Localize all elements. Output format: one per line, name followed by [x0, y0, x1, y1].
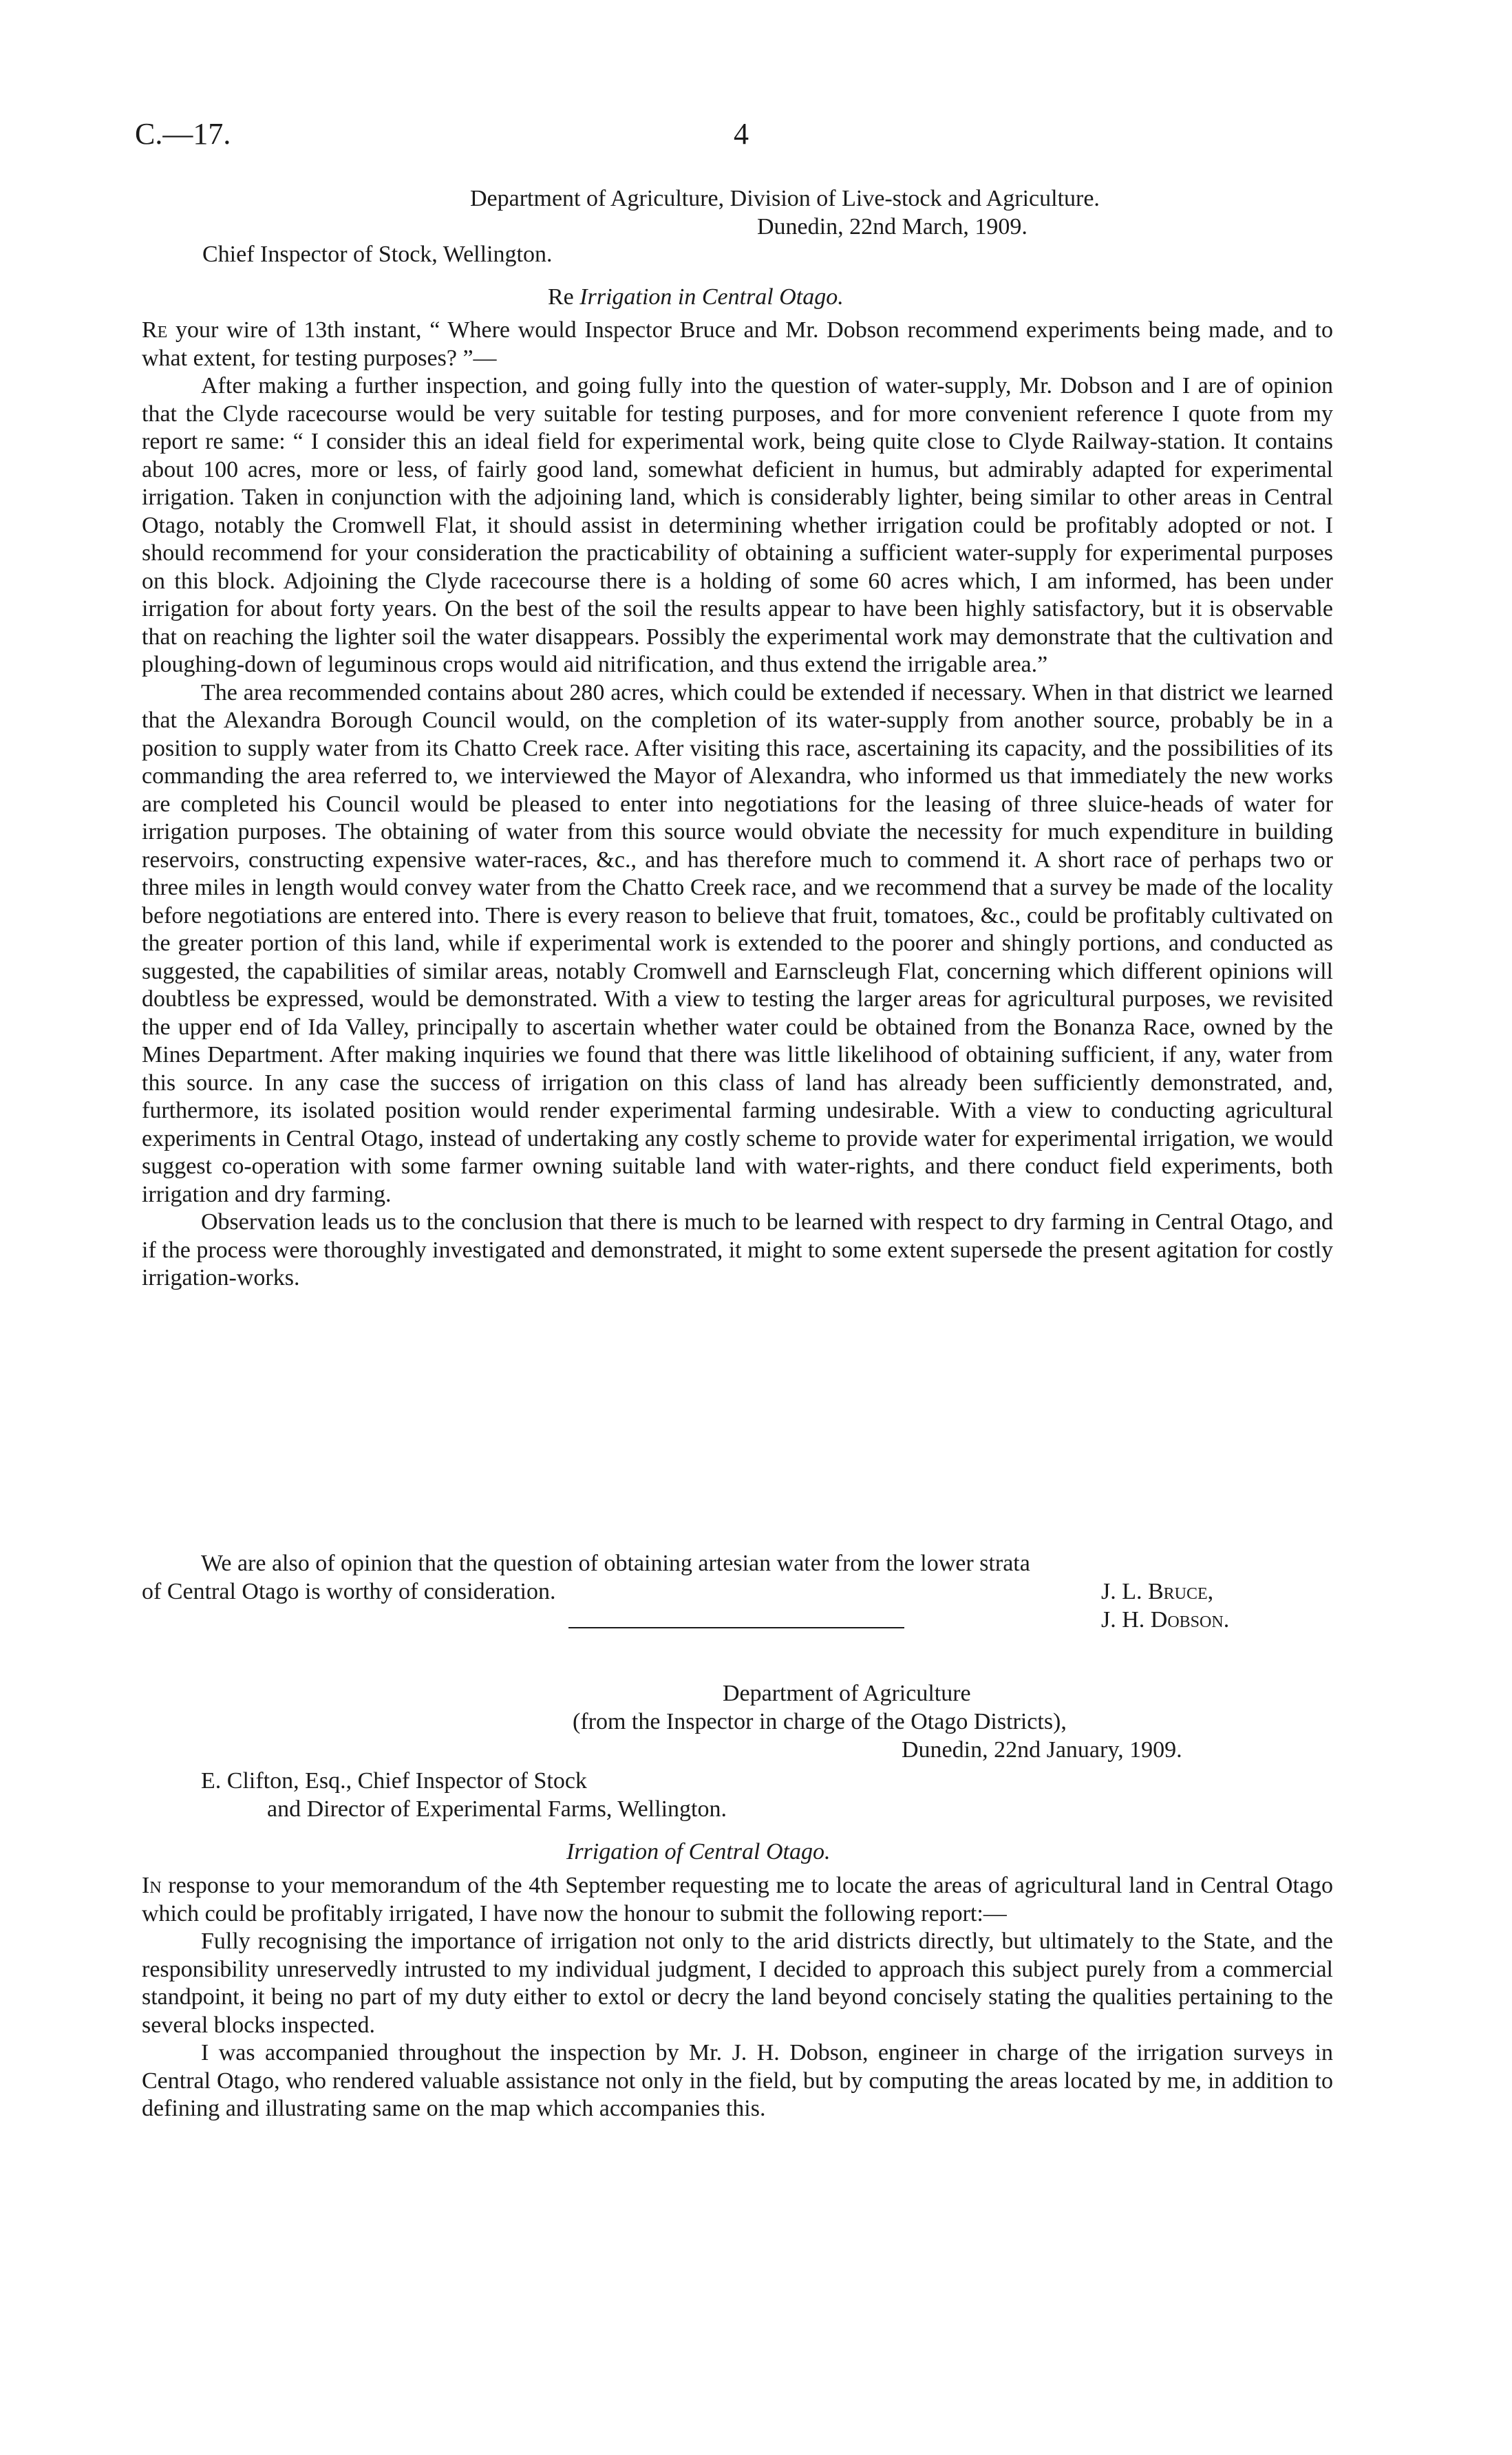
letter1-paragraph	[142, 317, 1333, 372]
letter2-addressee-sub: and Director of Experimental Farms, Wellington.	[267, 1796, 727, 1822]
letter1-department: Department of Agriculture, Division of Live-stock and Agriculture.	[470, 186, 1100, 211]
letter1-closing-line1: We are also of opinion that the question of obtaining artesian water from the lower strata	[201, 1551, 1030, 1576]
page-reference: C.—17.	[135, 117, 231, 151]
letter2-addressee: E. Clifton, Esq., Chief Inspector of Stock	[201, 1768, 587, 1794]
letter1-paragraph: The area recommended contains about 280 acres, which could be extended if necessary. When in that district we learned that the Alexandra Borough Council would, on the completion of its water-supply from another source, probably be in a position to supply water from its Chatto Creek race. After visiting this race, ascertaining its capacity, and the possibilities of its commanding the area referred to, we interviewed the Mayor of Alexandra, who informed us that immediately the new works are completed his Council would be pleased to enter into negotiations for the leasing of three sluice-heads of water for irrigation purposes. The obtaining of water from this source would obviate the necessity for much expenditure in building reservoirs, constructing expensive water-races, &c., and has therefore much to commend it. A short race of perhaps two or three miles in length would convey water from the Chatto Creek race, and we recommend that a survey be made of the locality before negotiations are entered into. There is every reason to believe that fruit, tomatoes, &c., could be profitably cultivated on the greater portion of this land, while if experimental work is extended to the poorer and shingly portions, and conducted as suggested, the capabilities of similar areas, notably Cromwell and Earnscleugh Flat, concerning which different opinions will doubtless be expressed, would be demonstrated. With a view to testing the larger areas for agricultural purposes, we revisited the upper end of Ida Valley, principally to ascertain whether water could be obtained from the Bonanza Race, owned by the Mines Department. After making inquiries we found that there was little likelihood of obtaining sufficient, if any, water from this source. In any case the success of irrigation on this class of land has already been sufficiently demonstrated, and, furthermore, its isolated position would render experimental farming undesirable. With a view to conducting agricultural experiments in Central Otago, instead of undertaking any costly scheme to provide water for experimental irrigation, we would suggest co-operation with some farmer owning suitable land with water-rights, and there conduct field experiments, both irrigation and dry farming.	[142, 679, 1333, 1207]
letter2-paragraph	[142, 1872, 1333, 1928]
letter2-lead-word: In	[142, 1873, 162, 1898]
page-number: 4	[734, 117, 749, 151]
letter1-paragraph: After making a further inspection, and going fully into the question of water-supply, Mr. Dobson and I are of opinion that the Clyde racecourse would be very suitable for testing purposes, and for more convenient reference I quote from my report re same: “ I consider this an ideal field for experimental work, being quite close to Clyde Railway-station. It contains about 100 acres, more or less, of fairly good land, somewhat deficient in humus, but admirably adapted for experimental irrigation. Taken in conjunction with the adjoining land, which is considerably lighter, being similar to other areas in Central Otago, notably the Cromwell Flat, it should assist in determining whether irrigation could be profitably adopted or not. I should recommend for your consideration the practicability of obtaining a sufficient water-supply for experimental purposes on this block. Adjoining the Clyde racecourse there is a holding of some 60 acres which, I am informed, has been under irrigation for about forty years. On the best of the soil the results appear to have been highly satisfactory, but it is observable that on reaching the lighter soil the water disappears. Possibly the experimental work may demonstrate that the cultivation and ploughing-down of leguminous crops would aid nitrification, and thus extend the irrigable area.”	[142, 373, 1333, 677]
letter1-paragraph: Observation leads us to the conclusion that there is much to be learned with respect to dry farming in Central Otago, and if the process were thoroughly investigated and demonstrated, it might to some extent supersede the present agitation for costly irrigation-works.	[142, 1209, 1333, 1290]
letter1-place-date: Dunedin, 22nd March, 1909.	[757, 214, 1027, 240]
letter1-subject	[548, 284, 844, 311]
letter1-para1-text: your wire of 13th instant, “ Where would Inspector Bruce and Mr. Dobson recommend experiments being made, and to what extent, for testing purposes? ”—	[142, 317, 1333, 371]
signatory-dobson: J. H. Dobson.	[1101, 1607, 1230, 1633]
letter1-closing-line2: of Central Otago is worthy of consideration.	[142, 1579, 556, 1604]
letter2-department: Department of Agriculture	[723, 1681, 971, 1706]
letter2-body	[142, 1872, 1333, 2123]
letter2-para1-text: response to your memorandum of the 4th September requesting me to locate the areas of agricultural land in Central Otago which could be profitably irrigated, I have now the honour to submit the following report:—	[142, 1873, 1333, 1926]
letter1-addressee: Chief Inspector of Stock, Wellington.	[202, 242, 553, 267]
letter1-subject-text: Irrigation in Central Otago.	[579, 284, 844, 310]
letter1-body	[142, 317, 1333, 1293]
letter2-subject: Irrigation of Central Otago.	[566, 1839, 831, 1864]
section-divider	[568, 1627, 904, 1628]
letter2-department-sub: (from the Inspector in charge of the Otago Districts),	[573, 1709, 1067, 1734]
letter1-lead-word: Re	[142, 317, 168, 343]
letter2-paragraph: I was accompanied throughout the inspection by Mr. J. H. Dobson, engineer in charge of the irrigation surveys in Central Otago, who rendered valuable assistance not only in the field, but by computing the areas located by me, in addition to defining and illustrating same on the map which accompanies this.	[142, 2040, 1333, 2121]
letter1-subject-prefix: Re	[548, 284, 574, 310]
letter2-paragraph: Fully recognising the importance of irrigation not only to the arid districts directly, but ultimately to the State, and the responsibility unreservedly intrusted to my individual judgment, I decided to approach this subject purely from a commercial standpoint, it being no part of my duty either to extol or decry the land beyond concisely stating the qualities pertaining to the several blocks inspected.	[142, 1928, 1333, 2038]
signatory-bruce: J. L. Bruce,	[1101, 1579, 1214, 1604]
letter2-place-date: Dunedin, 22nd January, 1909.	[902, 1737, 1182, 1763]
